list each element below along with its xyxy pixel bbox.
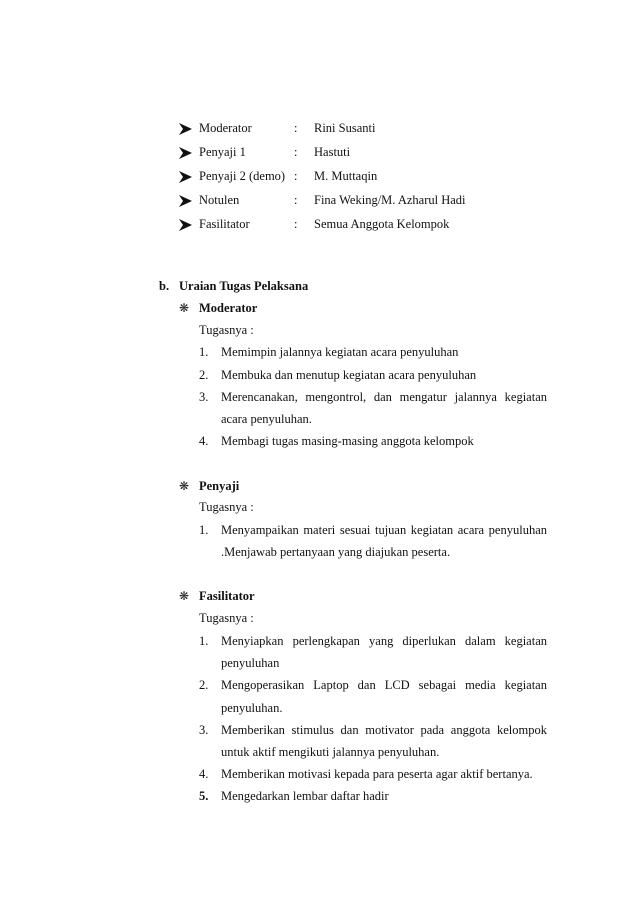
arrow-bullet-icon: [179, 171, 192, 183]
list-number: 1.: [199, 523, 209, 537]
role-name: Semua Anggota Kelompok: [314, 217, 450, 231]
snowflake-bullet-icon: ❋: [179, 479, 190, 493]
role-colon: :: [294, 145, 298, 159]
snowflake-bullet-icon: ❋: [179, 301, 190, 315]
role-colon: :: [294, 169, 298, 183]
role-colon: :: [294, 217, 298, 231]
list-item-text: Mengedarkan lembar daftar hadir: [221, 789, 389, 803]
role-name: Rini Susanti: [314, 121, 376, 135]
list-item-text: Membagi tugas masing-masing anggota kelompok: [221, 434, 474, 448]
list-item-text: Merencanakan, mengontrol, dan mengatur jalannya kegiatan: [221, 390, 547, 404]
arrow-bullet-icon: [179, 195, 192, 207]
list-number: 3.: [199, 390, 209, 404]
moderator-heading: Moderator: [199, 301, 258, 315]
role-colon: :: [294, 193, 298, 207]
list-number: 2.: [199, 368, 209, 382]
role-colon: :: [294, 121, 298, 135]
penyaji-heading: Penyaji: [199, 479, 240, 493]
list-item-text: Memberikan motivasi kepada para peserta agar aktif bertanya.: [221, 767, 533, 781]
list-number: 4.: [199, 767, 209, 781]
list-item-text: Menyiapkan perlengkapan yang diperlukan dalam kegiatan: [221, 634, 547, 648]
role-name: Fina Weking/M. Azharul Hadi: [314, 193, 466, 207]
snowflake-bullet-icon: ❋: [179, 589, 190, 603]
list-item-text-continued: penyuluhan: [221, 656, 280, 670]
arrow-bullet-icon: [179, 123, 192, 135]
list-item-text-continued: penyuluhan.: [221, 701, 283, 715]
list-item-text-continued: acara penyuluhan.: [221, 412, 312, 426]
list-number: 1.: [199, 345, 209, 359]
role-label: Moderator: [199, 121, 252, 135]
section-title: Uraian Tugas Pelaksana: [179, 279, 309, 293]
fasilitator-heading: Fasilitator: [199, 589, 255, 603]
list-number: 2.: [199, 678, 209, 692]
list-item-text: Mengoperasikan Laptop dan LCD sebagai media kegiatan: [221, 678, 547, 692]
role-label: Penyaji 2 (demo): [199, 169, 286, 183]
role-name: M. Muttaqin: [314, 169, 378, 183]
role-name: Hastuti: [314, 145, 351, 159]
list-item-text: Memimpin jalannya kegiatan acara penyuluhan: [221, 345, 459, 359]
list-item-text-continued: untuk aktif mengikuti jalannya penyuluhan.: [221, 745, 440, 759]
penyaji-tugas-label: Tugasnya :: [199, 500, 254, 514]
list-item-text: Memberikan stimulus dan motivator pada anggota kelompok: [221, 723, 547, 737]
list-number: 5.: [199, 789, 209, 803]
role-label: Notulen: [199, 193, 240, 207]
role-label: Fasilitator: [199, 217, 250, 231]
list-number: 4.: [199, 434, 209, 448]
list-number: 3.: [199, 723, 209, 737]
list-item-text: Membuka dan menutup kegiatan acara penyuluhan: [221, 368, 477, 382]
fasilitator-tugas-label: Tugasnya :: [199, 611, 254, 625]
moderator-tugas-label: Tugasnya :: [199, 323, 254, 337]
arrow-bullet-icon: [179, 219, 192, 231]
list-number: 1.: [199, 634, 209, 648]
arrow-bullet-icon: [179, 147, 192, 159]
list-item-text: Menyampaikan materi sesuai tujuan kegiatan acara penyuluhan: [221, 523, 547, 537]
list-item-text-continued: .Menjawab pertanyaan yang diajukan peserta.: [221, 545, 451, 559]
role-label: Penyaji 1: [199, 145, 246, 159]
section-marker: b.: [159, 279, 170, 293]
